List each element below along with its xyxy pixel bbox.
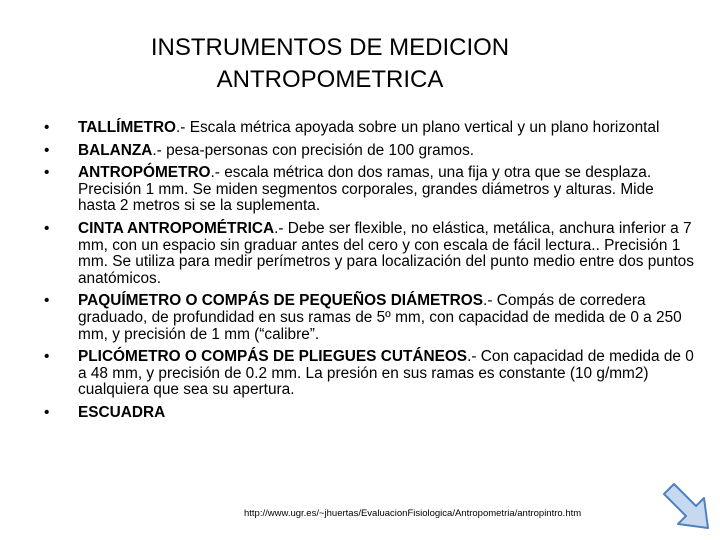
item-sep: .- bbox=[483, 292, 497, 310]
bullet: • bbox=[44, 348, 50, 366]
item-desc: pesa-personas con precisión de 100 gramos. bbox=[166, 141, 475, 159]
item-sep: .- bbox=[176, 119, 190, 136]
item-sep: .- bbox=[210, 164, 225, 182]
title-line-2: ANTROPOMETRICA bbox=[216, 66, 444, 93]
item-sep: .- bbox=[467, 348, 481, 366]
item-term: BALANZA bbox=[78, 141, 153, 159]
item-term: ANTROPÓMETRO bbox=[78, 164, 211, 182]
item-term: PAQUÍMETRO O COMPÁS DE PEQUEÑOS DIÁMETROS bbox=[78, 292, 484, 310]
item-term: PLICÓMETRO O COMPÁS DE PLIEGUES CUTÁNEOS bbox=[78, 348, 468, 366]
instrument-list bbox=[44, 120, 694, 428]
bullet: • bbox=[44, 292, 50, 310]
arrow-down-right-icon[interactable] bbox=[660, 480, 712, 532]
list-item bbox=[44, 143, 694, 160]
item-term: ESCUADRA bbox=[78, 403, 166, 421]
bullet: • bbox=[44, 403, 50, 421]
list-item bbox=[44, 293, 694, 343]
list-item bbox=[44, 165, 694, 215]
item-desc: Compás de corredera graduado, de profundidad en sus ramas de 5º mm, con capacidad de medida de 0 a 250 mm, y precisión de 1 mm (“calibre”. bbox=[78, 292, 682, 343]
list-item bbox=[44, 221, 694, 287]
item-sep: .- bbox=[152, 141, 167, 159]
bullet: • bbox=[44, 219, 50, 237]
item-term: TALLÍMETRO bbox=[78, 119, 177, 136]
title-line-1: INSTRUMENTOS DE MEDICION bbox=[150, 34, 510, 61]
item-desc: Escala métrica apoyada sobre un plano vertical y un plano horizontal bbox=[189, 119, 660, 136]
bullet: • bbox=[44, 164, 50, 182]
slide-title bbox=[60, 32, 600, 96]
source-url[interactable]: http://www.ugr.es/~jhuertas/EvaluacionFisiologica/Antropometria/antropintro.htm bbox=[244, 508, 582, 519]
item-desc: Debe ser flexible, no elástica, metálica, anchura inferior a 7 mm, con un espacio sin graduar antes del cero y con escala de fácil lectura.. Precisión 1 mm. Se utiliza para medir perímetros y para localización del punto medio entre dos puntos anatómicos. bbox=[78, 219, 694, 287]
item-sep: .- bbox=[274, 219, 288, 237]
item-term: CINTA ANTROPOMÉTRICA bbox=[78, 219, 275, 237]
list-item bbox=[44, 349, 694, 399]
item-desc: escala métrica don dos ramas, una fija y otra que se desplaza. Precisión 1 mm. Se miden segmentos corporales, grandes diámetros y alturas. Mide hasta 2 metros si se la suplementa. bbox=[78, 164, 654, 215]
list-item bbox=[44, 120, 694, 137]
bullet: • bbox=[44, 141, 50, 159]
item-desc: Con capacidad de medida de 0 a 48 mm, y precisión de 0.2 mm. La presión en sus ramas es constante (10 g/mm2) cualquiera que sea su apertura. bbox=[78, 348, 694, 399]
bullet: • bbox=[44, 119, 50, 136]
list-item bbox=[44, 405, 694, 422]
